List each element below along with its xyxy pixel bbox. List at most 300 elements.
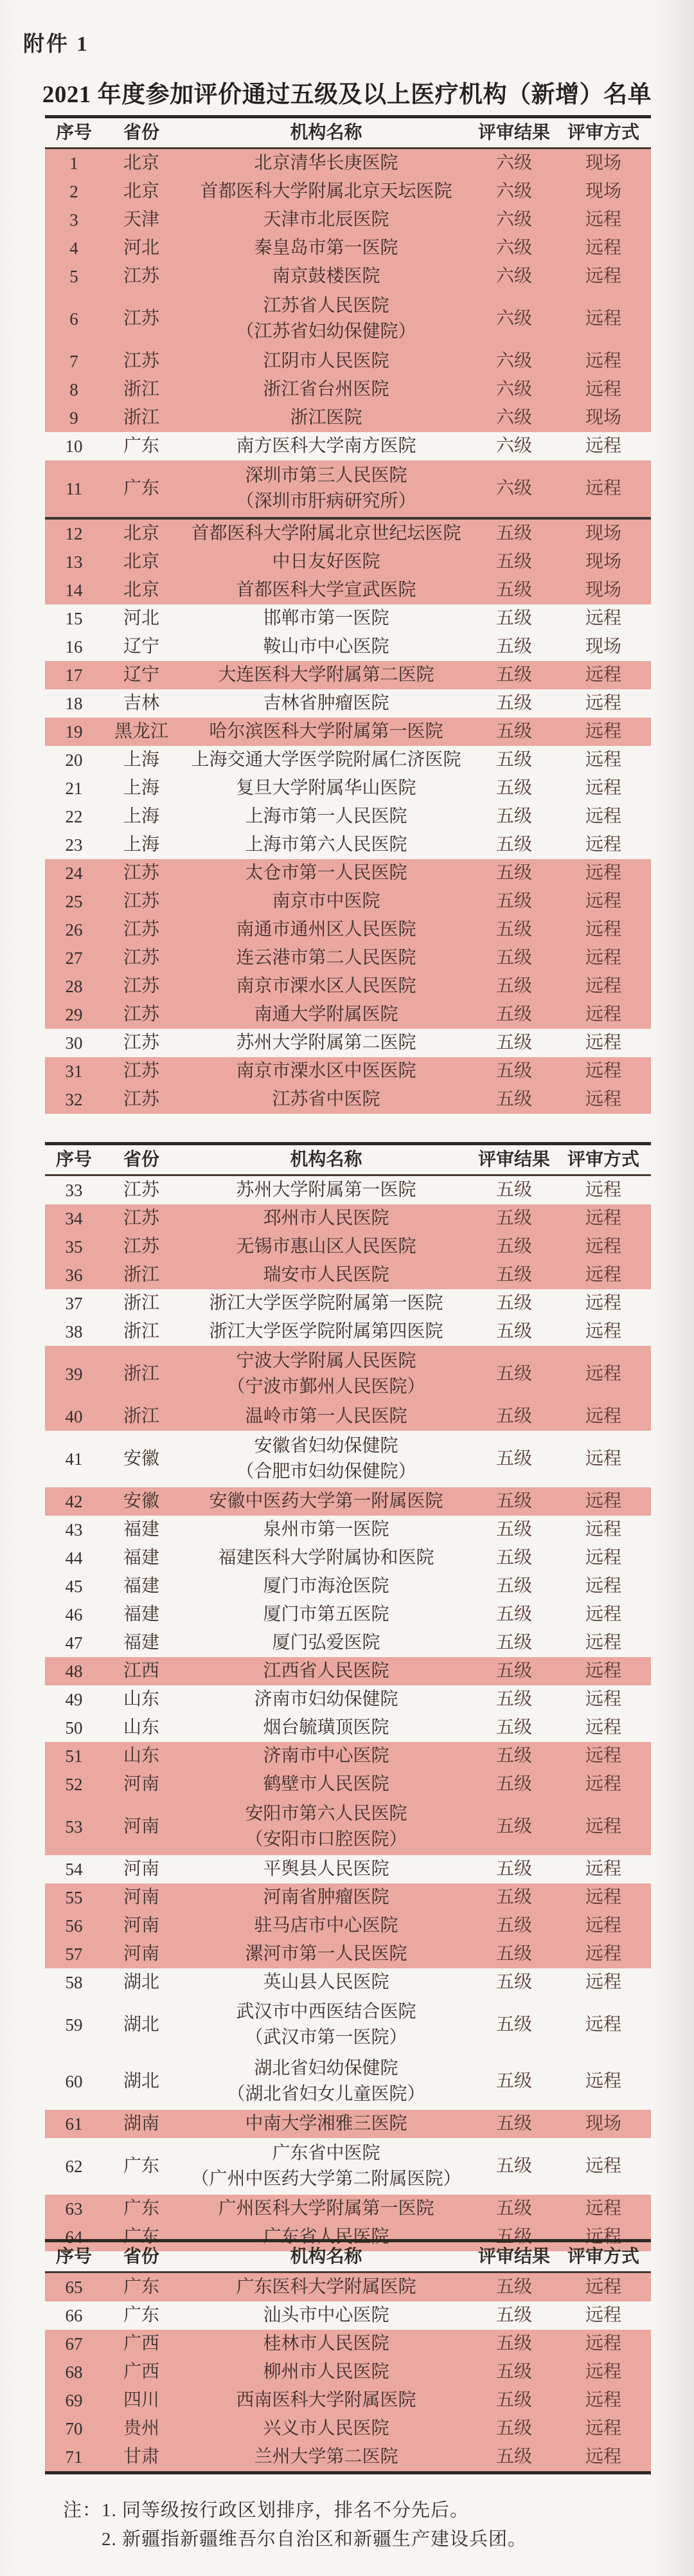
- col-header-method: 评审方式: [567, 122, 639, 143]
- table-row: [45, 1233, 651, 1261]
- table-section-continued-2: [45, 2239, 651, 2474]
- row-number-cell: 25: [65, 892, 83, 911]
- review-result-cell: 六级: [495, 153, 532, 173]
- province-cell: 广东: [123, 2305, 159, 2325]
- institution-cell: 福建医科大学附属协和医院: [218, 1548, 434, 1568]
- col-header-result: 评审结果: [477, 2246, 550, 2267]
- page-title: 2021 年度参加评价通过五级及以上医疗机构（新增）名单: [42, 82, 652, 108]
- review-result-cell: 五级: [495, 778, 532, 798]
- table-section-grade6-and-5: [45, 115, 651, 1114]
- institution-cell: 广东省人民医院: [263, 2227, 389, 2247]
- institution-cell: 泉州市第一医院: [263, 1519, 389, 1539]
- review-method-cell: 远程: [585, 2447, 621, 2467]
- province-cell: 广东: [123, 2199, 159, 2218]
- review-method-cell: 远程: [585, 1548, 621, 1568]
- table-row: [45, 1714, 651, 1742]
- institution-cell: 浙江医院: [290, 408, 362, 428]
- province-cell: 广东: [123, 478, 159, 498]
- review-result-cell: 五级: [495, 1718, 532, 1737]
- institution-cell: 江阴市人民医院: [263, 351, 389, 371]
- table-row: [45, 972, 651, 1001]
- row-number-cell: 23: [65, 835, 83, 855]
- province-cell: 江苏: [123, 920, 159, 939]
- footnotes: [63, 2496, 527, 2554]
- institution-cell: 南京鼓楼医院: [272, 266, 380, 286]
- table-row: [45, 633, 651, 661]
- table-section-continued-1: [45, 1142, 651, 2251]
- institution-cell: 桂林市人民医院: [263, 2334, 389, 2354]
- review-result-cell: 五级: [495, 806, 532, 826]
- institution-cell: 浙江大学医学院附属第四医院: [209, 1321, 443, 1341]
- institution-cell: 南京市中医院: [272, 891, 380, 911]
- province-cell: 江苏: [123, 1061, 159, 1081]
- province-cell: 浙江: [123, 1293, 159, 1313]
- province-cell: 河南: [123, 1944, 159, 1964]
- institution-cell: 吉林省肿瘤医院: [263, 693, 389, 713]
- review-method-cell: 远程: [585, 1406, 621, 1426]
- table-row: [45, 1855, 651, 1883]
- province-cell: 福建: [123, 1633, 159, 1653]
- review-result-cell: 五级: [495, 637, 532, 657]
- review-result-cell: 五级: [495, 948, 532, 968]
- institution-cell: 西南医科大学附属医院: [236, 2390, 416, 2410]
- review-result-cell: 六级: [495, 379, 532, 399]
- review-method-cell: 远程: [585, 1972, 621, 1992]
- review-method-cell: 远程: [585, 1859, 621, 1879]
- table-row: [45, 1487, 651, 1516]
- row-number-cell: 1: [69, 154, 78, 173]
- col-header-method: 评审方式: [567, 1149, 639, 1170]
- row-number-cell: 67: [65, 2334, 83, 2354]
- province-cell: 江苏: [123, 891, 159, 911]
- province-cell: 河南: [123, 1887, 159, 1907]
- review-method-cell: 远程: [585, 608, 621, 628]
- review-method-cell: 远程: [585, 1817, 621, 1837]
- institution-cell: 厦门市第五医院: [263, 1604, 389, 1624]
- row-number-cell: 62: [65, 2157, 83, 2176]
- row-number-cell: 49: [65, 1690, 83, 1709]
- institution-subname: （江苏省妇幼保健院）: [236, 322, 416, 341]
- province-cell: 黑龙江: [114, 721, 168, 741]
- review-result-cell: 五级: [495, 693, 532, 713]
- institution-cell: 温岭市第一人民医院: [245, 1406, 407, 1426]
- institution-cell: 英山县人民医院: [263, 1972, 389, 1992]
- review-method-cell: 远程: [585, 2199, 621, 2218]
- review-method-cell: 现场: [585, 552, 621, 572]
- review-method-cell: 远程: [585, 2362, 621, 2382]
- review-result-cell: 五级: [495, 608, 532, 628]
- review-method-cell: 远程: [585, 1033, 621, 1053]
- institution-cell: 鹤壁市人民医院: [263, 1774, 389, 1794]
- institution-cell: 无锡市惠山区人民医院: [236, 1237, 416, 1256]
- institution-cell: 厦门弘爱医院: [272, 1633, 380, 1653]
- row-number-cell: 29: [65, 1005, 83, 1024]
- institution-cell: 邳州市人民医院: [263, 1208, 389, 1228]
- review-result-cell: 五级: [495, 580, 532, 600]
- institution-cell: 哈尔滨医科大学附属第一医院: [209, 721, 443, 741]
- table-row: [45, 262, 651, 291]
- table-row: [45, 746, 651, 774]
- col-header-province: 省份: [123, 2246, 159, 2267]
- table-body: [45, 1176, 651, 2251]
- province-cell: 贵州: [123, 2418, 159, 2438]
- province-cell: 广西: [123, 2334, 159, 2354]
- institution-cell: 广东省中医院 （广州中医药大学第二附属医院）: [180, 2141, 472, 2192]
- province-cell: 上海: [123, 806, 159, 826]
- table-row: [45, 604, 651, 633]
- table-header-row: [45, 118, 651, 149]
- table-row: [45, 1085, 651, 1114]
- review-method-cell: 远程: [585, 2071, 621, 2091]
- review-result-cell: 五级: [495, 1321, 532, 1341]
- table-row: [45, 916, 651, 944]
- province-cell: 江苏: [123, 1089, 159, 1109]
- table-row: [45, 1402, 651, 1431]
- table-row: [45, 718, 651, 746]
- table-row: [45, 2273, 651, 2301]
- table-row: [45, 2195, 651, 2223]
- province-cell: 江苏: [123, 1208, 159, 1228]
- institution-subname: （武汉市第一医院）: [245, 2027, 407, 2047]
- review-result-cell: 六级: [495, 436, 532, 456]
- col-header-index: 序号: [55, 2246, 92, 2267]
- footnote-prefix: 注：: [63, 2500, 102, 2521]
- table-row: [45, 1940, 651, 1968]
- table-row: [45, 291, 651, 347]
- province-cell: 湖南: [123, 2114, 159, 2134]
- row-number-cell: 47: [65, 1633, 83, 1653]
- institution-cell: 济南市中心医院: [263, 1746, 389, 1766]
- table-row: [45, 2358, 651, 2386]
- review-result-cell: 五级: [495, 2447, 532, 2467]
- province-cell: 广东: [123, 2227, 159, 2247]
- col-header-institution: 机构名称: [290, 2246, 362, 2267]
- institution-cell: 江西省人民医院: [263, 1661, 389, 1681]
- row-number-cell: 56: [65, 1916, 83, 1936]
- row-number-cell: 60: [65, 2072, 83, 2091]
- row-number-cell: 16: [65, 637, 83, 657]
- province-cell: 北京: [123, 181, 159, 201]
- table-row: [45, 803, 651, 831]
- province-cell: 浙江: [123, 379, 159, 399]
- row-number-cell: 43: [65, 1520, 83, 1539]
- row-number-cell: 20: [65, 750, 83, 770]
- review-method-cell: 远程: [585, 266, 621, 286]
- institution-cell: 首都医科大学附属北京世纪坛医院: [191, 523, 461, 543]
- row-number-cell: 58: [65, 1973, 83, 1992]
- review-result-cell: 五级: [495, 2334, 532, 2354]
- review-method-cell: 远程: [585, 1774, 621, 1794]
- review-method-cell: 远程: [585, 1916, 621, 1936]
- institution-cell: 宁波大学附属人民医院 （宁波市鄞州人民医院）: [180, 1348, 472, 1400]
- review-method-cell: 现场: [585, 2114, 621, 2134]
- row-number-cell: 34: [65, 1209, 83, 1228]
- row-number-cell: 66: [65, 2306, 83, 2325]
- institution-cell: 江苏省人民医院 （江苏省妇幼保健院）: [180, 293, 472, 345]
- province-cell: 江苏: [123, 1033, 159, 1053]
- institution-cell: 上海市第六人民医院: [245, 835, 407, 855]
- review-result-cell: 五级: [495, 2114, 532, 2134]
- table-row: [45, 2110, 651, 2138]
- province-cell: 江苏: [123, 309, 159, 329]
- row-number-cell: 63: [65, 2199, 83, 2218]
- province-cell: 江苏: [123, 351, 159, 371]
- review-result-cell: 五级: [495, 976, 532, 996]
- province-cell: 辽宁: [123, 665, 159, 685]
- table-row: [45, 2330, 651, 2358]
- institution-cell: 浙江大学医学院附属第一医院: [209, 1293, 443, 1313]
- review-result-cell: 五级: [495, 1604, 532, 1624]
- table-row: [45, 859, 651, 887]
- review-result-cell: 五级: [495, 2199, 532, 2218]
- review-result-cell: 五级: [495, 2390, 532, 2410]
- institution-cell: 湖北省妇幼保健院 （湖北省妇女儿童医院）: [180, 2056, 472, 2107]
- review-method-cell: 现场: [585, 181, 621, 201]
- province-cell: 福建: [123, 1519, 159, 1539]
- institution-cell: 邯郸市第一医院: [263, 608, 389, 628]
- row-number-cell: 40: [65, 1407, 83, 1426]
- row-number-cell: 32: [65, 1090, 83, 1109]
- table-row: [45, 1318, 651, 1346]
- review-method-cell: 远程: [585, 806, 621, 826]
- row-number-cell: 4: [69, 239, 78, 258]
- review-result-cell: 五级: [495, 1859, 532, 1879]
- review-method-cell: 远程: [585, 1887, 621, 1907]
- review-method-cell: 远程: [585, 1004, 621, 1024]
- province-cell: 河南: [123, 1859, 159, 1879]
- province-cell: 河南: [123, 1774, 159, 1794]
- review-method-cell: 远程: [585, 1604, 621, 1624]
- row-number-cell: 30: [65, 1033, 83, 1053]
- row-number-cell: 11: [66, 479, 82, 498]
- review-method-cell: 现场: [585, 637, 621, 657]
- review-method-cell: 远程: [585, 2227, 621, 2247]
- review-result-cell: 五级: [495, 1944, 532, 1964]
- review-result-cell: 五级: [495, 552, 532, 572]
- row-number-cell: 18: [65, 694, 83, 713]
- province-cell: 福建: [123, 1576, 159, 1596]
- row-number-cell: 65: [65, 2278, 83, 2297]
- review-result-cell: 五级: [495, 1004, 532, 1024]
- col-header-institution: 机构名称: [290, 1149, 362, 1170]
- institution-cell: 北京清华长庚医院: [254, 153, 398, 173]
- table-row: [45, 149, 651, 177]
- review-result-cell: 五级: [495, 721, 532, 741]
- institution-cell: 安阳市第六人民医院 （安阳市口腔医院）: [180, 1801, 472, 1853]
- review-result-cell: 五级: [495, 2071, 532, 2091]
- table-row: [45, 944, 651, 972]
- review-method-cell: 远程: [585, 1576, 621, 1596]
- institution-cell: 南京市溧水区中医医院: [236, 1061, 416, 1081]
- row-number-cell: 70: [65, 2419, 83, 2438]
- institution-cell: 烟台毓璜顶医院: [263, 1718, 389, 1737]
- review-method-cell: 远程: [585, 2418, 621, 2438]
- institution-subname: （合肥市妇幼保健院）: [236, 1462, 416, 1482]
- province-cell: 江西: [123, 1661, 159, 1681]
- row-number-cell: 13: [65, 552, 83, 572]
- table-row: [45, 1912, 651, 1940]
- province-cell: 浙江: [123, 1364, 159, 1384]
- row-number-cell: 6: [69, 309, 78, 329]
- province-cell: 江苏: [123, 1004, 159, 1024]
- table-row: [45, 2443, 651, 2471]
- review-result-cell: 六级: [495, 210, 532, 230]
- institution-cell: 兰州大学第二医院: [254, 2447, 398, 2467]
- row-number-cell: 28: [65, 977, 83, 996]
- table-header-row: [45, 1145, 651, 1176]
- review-method-cell: 远程: [585, 891, 621, 911]
- col-header-result: 评审结果: [477, 1149, 550, 1170]
- col-header-result: 评审结果: [477, 122, 550, 143]
- table-row: [45, 2301, 651, 2330]
- review-method-cell: 远程: [585, 436, 621, 456]
- province-cell: 上海: [123, 835, 159, 855]
- row-number-cell: 71: [65, 2447, 83, 2467]
- province-cell: 北京: [123, 523, 159, 543]
- table-row: [45, 1176, 651, 1204]
- review-result-cell: 五级: [495, 1265, 532, 1285]
- footnote-line-1: [63, 2496, 527, 2525]
- row-number-cell: 61: [65, 2114, 83, 2134]
- row-number-cell: 42: [65, 1492, 83, 1511]
- table-row: [45, 1629, 651, 1657]
- province-cell: 辽宁: [123, 637, 159, 657]
- institution-cell: 深圳市第三人民医院 （深圳市肝病研究所）: [180, 463, 472, 514]
- row-number-cell: 2: [69, 182, 78, 201]
- row-number-cell: 10: [65, 437, 83, 456]
- review-result-cell: 五级: [495, 1237, 532, 1256]
- row-number-cell: 36: [65, 1265, 83, 1285]
- row-number-cell: 26: [65, 920, 83, 939]
- row-number-cell: 59: [65, 2015, 83, 2035]
- province-cell: 河南: [123, 1916, 159, 1936]
- institution-subname: （广州中医药大学第二附属医院）: [191, 2169, 461, 2189]
- row-number-cell: 50: [65, 1718, 83, 1737]
- province-cell: 上海: [123, 750, 159, 770]
- institution-cell: 天津市北辰医院: [263, 210, 389, 230]
- review-method-cell: 远程: [585, 2277, 621, 2297]
- table-row: [45, 520, 651, 548]
- review-method-cell: 远程: [585, 1293, 621, 1313]
- table-row: [45, 1883, 651, 1912]
- table-row: [45, 689, 651, 718]
- row-number-cell: 31: [65, 1062, 83, 1081]
- province-cell: 湖北: [123, 1972, 159, 1992]
- row-number-cell: 38: [65, 1322, 83, 1341]
- review-result-cell: 六级: [495, 408, 532, 428]
- review-method-cell: 远程: [585, 2015, 621, 2035]
- review-result-cell: 五级: [495, 1208, 532, 1228]
- province-cell: 吉林: [123, 693, 159, 713]
- review-result-cell: 五级: [495, 2305, 532, 2325]
- province-cell: 天津: [123, 210, 159, 230]
- review-method-cell: 远程: [585, 1321, 621, 1341]
- row-number-cell: 15: [65, 609, 83, 628]
- review-result-cell: 五级: [495, 1449, 532, 1469]
- review-result-cell: 五级: [495, 1364, 532, 1384]
- row-number-cell: 27: [65, 948, 83, 968]
- review-method-cell: 远程: [585, 665, 621, 685]
- review-result-cell: 五级: [495, 2156, 532, 2176]
- table-row: [45, 1572, 651, 1601]
- row-number-cell: 45: [65, 1577, 83, 1596]
- review-method-cell: 现场: [585, 153, 621, 173]
- review-method-cell: 远程: [585, 2334, 621, 2354]
- institution-cell: 河南省肿瘤医院: [263, 1887, 389, 1907]
- province-cell: 湖北: [123, 2015, 159, 2035]
- table-row: [45, 576, 651, 604]
- table-row: [45, 177, 651, 206]
- province-cell: 安徽: [123, 1491, 159, 1511]
- review-method-cell: 远程: [585, 1089, 621, 1109]
- review-result-cell: 五级: [495, 1887, 532, 1907]
- institution-cell: 济南市妇幼保健院: [254, 1689, 398, 1709]
- table-row: [45, 1204, 651, 1233]
- review-method-cell: 远程: [585, 1180, 621, 1200]
- review-method-cell: 远程: [585, 1237, 621, 1256]
- review-method-cell: 远程: [585, 721, 621, 741]
- institution-cell: 厦门市海沧医院: [263, 1576, 389, 1596]
- province-cell: 湖北: [123, 2071, 159, 2091]
- table-row: [45, 1968, 651, 1997]
- row-number-cell: 41: [65, 1449, 83, 1469]
- province-cell: 上海: [123, 778, 159, 798]
- row-number-cell: 55: [65, 1888, 83, 1907]
- row-number-cell: 21: [65, 779, 83, 798]
- table-row: [45, 460, 651, 517]
- table-row: [45, 661, 651, 689]
- review-result-cell: 五级: [495, 835, 532, 855]
- province-cell: 江苏: [123, 948, 159, 968]
- institution-cell: 南通市通州区人民医院: [236, 920, 416, 939]
- row-number-cell: 48: [65, 1662, 83, 1681]
- institution-cell: 安徽中医药大学第一附属医院: [209, 1491, 443, 1511]
- col-header-province: 省份: [123, 122, 159, 143]
- review-result-cell: 六级: [495, 181, 532, 201]
- table-row: [45, 1001, 651, 1029]
- review-method-cell: 远程: [585, 1208, 621, 1228]
- review-method-cell: 远程: [585, 835, 621, 855]
- table-row: [45, 234, 651, 262]
- row-number-cell: 7: [69, 352, 78, 371]
- province-cell: 北京: [123, 153, 159, 173]
- table-row: [45, 1601, 651, 1629]
- review-result-cell: 五级: [495, 2277, 532, 2297]
- review-method-cell: 远程: [585, 210, 621, 230]
- table-row: [45, 206, 651, 234]
- institution-cell: 南通大学附属医院: [254, 1004, 398, 1024]
- province-cell: 福建: [123, 1604, 159, 1624]
- review-result-cell: 五级: [495, 2418, 532, 2438]
- institution-cell: 江苏省中医院: [272, 1089, 380, 1109]
- province-cell: 福建: [123, 1548, 159, 1568]
- table-header-row: [45, 2242, 651, 2273]
- institution-subname: （安阳市口腔医院）: [245, 1829, 407, 1849]
- review-result-cell: 五级: [495, 523, 532, 543]
- province-cell: 山东: [123, 1718, 159, 1737]
- table-row: [45, 1742, 651, 1770]
- institution-cell: 鞍山市中心医院: [263, 637, 389, 657]
- table-row: [45, 887, 651, 916]
- institution-cell: 南京市溧水区人民医院: [236, 976, 416, 996]
- institution-cell: 安徽省妇幼保健院 （合肥市妇幼保健院）: [180, 1433, 472, 1485]
- row-number-cell: 37: [65, 1294, 83, 1313]
- row-number-cell: 44: [65, 1548, 83, 1568]
- review-result-cell: 五级: [495, 2015, 532, 2035]
- province-cell: 北京: [123, 580, 159, 600]
- table-body: [45, 149, 651, 1114]
- review-result-cell: 五级: [495, 1293, 532, 1313]
